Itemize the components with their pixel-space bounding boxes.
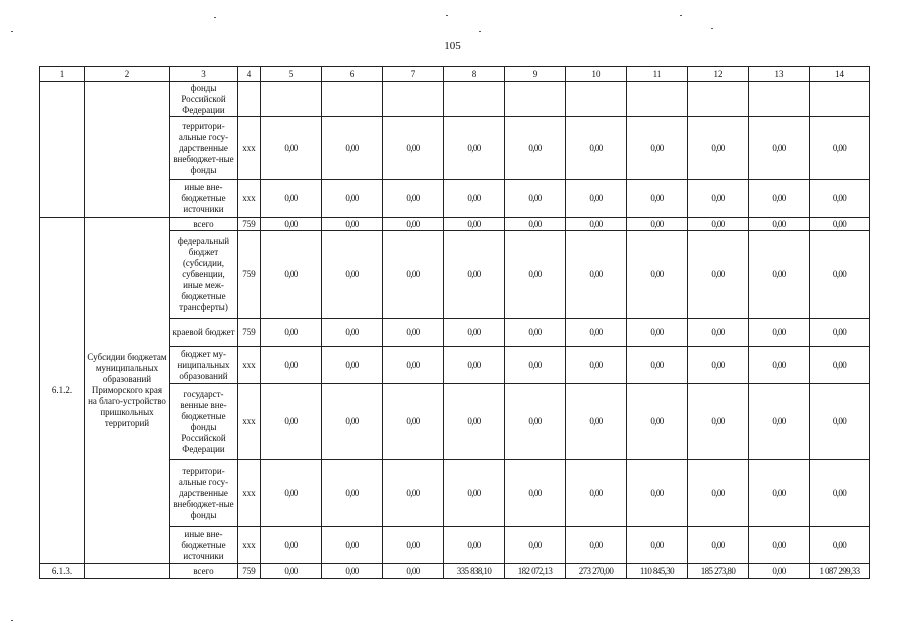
value-cell: 0,00 [627,180,688,218]
value-cell: 1 087 299,33 [810,564,870,579]
value-cell: 0,00 [261,319,322,347]
unit-code: xxx [238,384,261,460]
row-code: 6.1.2. [40,218,85,564]
value-cell: 0,00 [627,319,688,347]
value-cell: 0,00 [261,527,322,564]
value-cell: 0,00 [810,460,870,527]
funding-source-label: фонды Российской Федерации [170,82,238,117]
value-cell: 0,00 [627,117,688,180]
value-cell: 0,00 [749,117,810,180]
value-cell [322,82,383,117]
value-cell: 0,00 [688,319,749,347]
funding-source-label: иные вне-бюджетные источники [170,527,238,564]
table-row [40,218,870,231]
page-number: 105 [444,40,461,52]
table-row [40,564,870,579]
value-cell: 0,00 [383,319,444,347]
value-cell: 0,00 [505,218,566,231]
column-header: 11 [627,67,688,82]
value-cell: 0,00 [505,231,566,319]
value-cell: 0,00 [688,117,749,180]
value-cell: 0,00 [505,347,566,384]
value-cell: 0,00 [383,527,444,564]
value-cell: 0,00 [505,527,566,564]
value-cell: 0,00 [444,117,505,180]
value-cell: 0,00 [444,527,505,564]
value-cell [749,82,810,117]
value-cell: 0,00 [322,231,383,319]
value-cell: 0,00 [261,384,322,460]
value-cell: 0,00 [810,527,870,564]
value-cell: 0,00 [383,231,444,319]
value-cell: 185 273,80 [688,564,749,579]
value-cell: 0,00 [383,347,444,384]
value-cell [383,82,444,117]
value-cell: 0,00 [505,384,566,460]
scan-speck [214,17,216,18]
value-cell: 0,00 [322,384,383,460]
value-cell: 0,00 [688,384,749,460]
value-cell: 0,00 [810,117,870,180]
value-cell: 0,00 [322,527,383,564]
value-cell: 0,00 [749,564,810,579]
value-cell: 0,00 [383,460,444,527]
value-cell: 0,00 [688,180,749,218]
value-cell: 0,00 [627,218,688,231]
scan-speck [711,28,713,29]
value-cell: 0,00 [566,180,627,218]
value-cell: 0,00 [566,231,627,319]
column-header: 1 [40,67,85,82]
value-cell: 0,00 [749,527,810,564]
unit-code: xxx [238,460,261,527]
value-cell: 0,00 [261,117,322,180]
value-cell: 0,00 [627,231,688,319]
funding-source-label: иные вне-бюджетные источники [170,180,238,218]
unit-code: xxx [238,180,261,218]
funding-source-label: федеральный бюджет (субсидии, субвенции, иные меж-бюджетные трансферты) [170,231,238,319]
value-cell: 110 845,30 [627,564,688,579]
value-cell: 0,00 [261,460,322,527]
value-cell: 0,00 [322,180,383,218]
value-cell: 0,00 [383,384,444,460]
value-cell: 0,00 [688,347,749,384]
value-cell: 0,00 [566,218,627,231]
value-cell: 0,00 [566,384,627,460]
value-cell: 0,00 [810,180,870,218]
unit-code: 759 [238,218,261,231]
column-header: 10 [566,67,627,82]
funding-source-label: территори-альные госу-дарственные внебюджет-ные фонды [170,460,238,527]
value-cell: 0,00 [810,231,870,319]
column-header: 8 [444,67,505,82]
table-row [40,82,870,117]
value-cell: 0,00 [444,231,505,319]
value-cell [810,82,870,117]
row-description: Субсидии бюджетам муниципальных образований Приморского края на благо-устройство пришкольных территорий [85,218,170,564]
scan-speck [446,15,448,16]
value-cell: 0,00 [688,527,749,564]
value-cell: 0,00 [810,218,870,231]
unit-code: xxx [238,347,261,384]
value-cell: 0,00 [810,347,870,384]
column-header: 12 [688,67,749,82]
column-header: 5 [261,67,322,82]
value-cell: 0,00 [810,384,870,460]
value-cell: 273 270,00 [566,564,627,579]
value-cell: 0,00 [749,347,810,384]
value-cell: 0,00 [322,117,383,180]
value-cell: 0,00 [383,180,444,218]
value-cell: 0,00 [322,460,383,527]
value-cell: 0,00 [383,564,444,579]
funding-source-label: всего [170,564,238,579]
budget-table [39,66,870,579]
row-code [40,82,85,218]
value-cell: 182 072,13 [505,564,566,579]
row-code: 6.1.3. [40,564,85,579]
value-cell: 0,00 [444,460,505,527]
value-cell: 0,00 [566,460,627,527]
unit-code: xxx [238,117,261,180]
funding-source-label: бюджет му-ниципальных образований [170,347,238,384]
value-cell: 0,00 [383,218,444,231]
value-cell: 0,00 [505,460,566,527]
value-cell: 0,00 [749,460,810,527]
value-cell [444,82,505,117]
value-cell: 0,00 [749,180,810,218]
value-cell: 0,00 [688,218,749,231]
value-cell: 0,00 [261,180,322,218]
value-cell: 0,00 [322,218,383,231]
row-description [85,564,170,579]
unit-code: xxx [238,527,261,564]
value-cell: 335 838,10 [444,564,505,579]
value-cell: 0,00 [444,218,505,231]
value-cell: 0,00 [688,231,749,319]
value-cell: 0,00 [749,319,810,347]
value-cell: 0,00 [322,319,383,347]
value-cell [688,82,749,117]
scan-speck [479,31,481,32]
unit-code [238,82,261,117]
unit-code: 759 [238,319,261,347]
value-cell: 0,00 [627,527,688,564]
value-cell: 0,00 [261,564,322,579]
value-cell: 0,00 [566,347,627,384]
value-cell: 0,00 [261,347,322,384]
value-cell: 0,00 [749,218,810,231]
header-row [40,67,870,82]
value-cell: 0,00 [688,460,749,527]
value-cell [505,82,566,117]
value-cell [261,82,322,117]
value-cell: 0,00 [566,527,627,564]
value-cell: 0,00 [627,347,688,384]
column-header: 9 [505,67,566,82]
value-cell: 0,00 [261,231,322,319]
column-header: 4 [238,67,261,82]
value-cell: 0,00 [444,180,505,218]
value-cell: 0,00 [444,347,505,384]
value-cell: 0,00 [566,319,627,347]
column-header: 6 [322,67,383,82]
value-cell: 0,00 [322,347,383,384]
column-header: 7 [383,67,444,82]
value-cell: 0,00 [810,319,870,347]
column-header: 2 [85,67,170,82]
row-description [85,82,170,218]
value-cell [627,82,688,117]
funding-source-label: государст-венные вне-бюджетные фонды Российской Федерации [170,384,238,460]
funding-source-label: территори-альные госу-дарственные внебюджет-ные фонды [170,117,238,180]
value-cell: 0,00 [749,384,810,460]
scan-speck [680,15,682,16]
value-cell: 0,00 [505,319,566,347]
value-cell: 0,00 [444,384,505,460]
value-cell: 0,00 [505,180,566,218]
value-cell [566,82,627,117]
value-cell: 0,00 [261,218,322,231]
scan-speck [11,620,13,621]
value-cell: 0,00 [627,384,688,460]
value-cell: 0,00 [322,564,383,579]
scan-speck [11,31,13,32]
value-cell: 0,00 [505,117,566,180]
column-header: 3 [170,67,238,82]
value-cell: 0,00 [749,231,810,319]
funding-source-label: краевой бюджет [170,319,238,347]
value-cell: 0,00 [566,117,627,180]
value-cell: 0,00 [383,117,444,180]
unit-code: 759 [238,231,261,319]
value-cell: 0,00 [627,460,688,527]
funding-source-label: всего [170,218,238,231]
column-header: 13 [749,67,810,82]
value-cell: 0,00 [444,319,505,347]
unit-code: 759 [238,564,261,579]
column-header: 14 [810,67,870,82]
